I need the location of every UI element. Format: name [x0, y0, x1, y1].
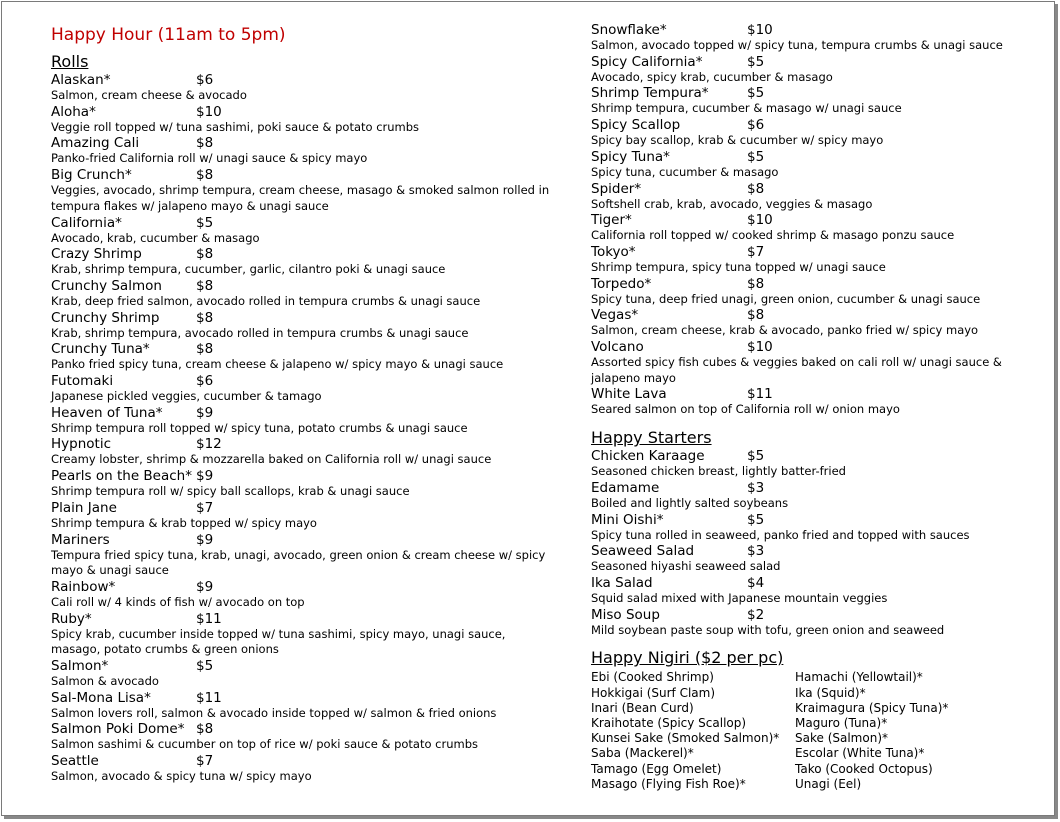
item-name: Chicken Karaage: [591, 448, 705, 465]
item-description: Krab, deep fried salmon, avocado rolled in tempura crumbs & unagi sauce: [51, 293, 481, 308]
nigiri-item: Hamachi (Yellowtail)*: [795, 670, 923, 685]
item-name: Aloha*: [51, 103, 96, 120]
item-header: [591, 276, 1031, 292]
item-description: Veggie roll topped w/ tuna sashimi, poki sauce & potato crumbs: [51, 119, 420, 134]
menu-item: [51, 690, 551, 722]
item-name: Sal-Mona Lisa*: [51, 689, 151, 706]
item-name: Spider*: [591, 180, 642, 197]
item-name: Hypnotic: [51, 436, 111, 453]
item-price: $7: [196, 753, 214, 770]
item-header: [51, 215, 551, 231]
menu-item: [591, 244, 1031, 276]
item-header: [591, 386, 1031, 402]
item-name: Futomaki: [51, 373, 114, 390]
item-description: Salmon sashimi & cucumber on top of rice w/ poki sauce & potato crumbs: [51, 737, 479, 752]
nigiri-item: Hokkigai (Surf Clam): [591, 685, 716, 700]
item-price: $5: [747, 448, 765, 465]
menu-item: [591, 149, 1031, 181]
item-description: Assorted spicy fish cubes & veggies baked on cali roll w/ unagi sauce & jalapeno mayo: [591, 355, 1002, 385]
item-description: Tempura fried spicy tuna, krab, unagi, avocado, green onion & cream cheese w/ spicy mayo & unagi sauce: [51, 547, 546, 578]
menu-item: [51, 405, 551, 437]
starters-list: [591, 448, 1031, 638]
item-price: $4: [747, 574, 765, 591]
item-header: [51, 72, 551, 88]
item-description: Seasoned hiyashi seaweed salad: [591, 559, 781, 574]
item-header: [591, 181, 1031, 197]
nigiri-item: Masago (Flying Fish Roe)*: [591, 776, 746, 791]
item-name: Spicy California*: [591, 53, 703, 70]
item-header: [51, 135, 551, 151]
item-price: $6: [196, 373, 214, 390]
nigiri-item: Maguro (Tuna)*: [795, 715, 888, 730]
item-name: Heaven of Tuna*: [51, 404, 163, 421]
menu-item: [591, 85, 1031, 117]
item-description: Salmon lovers roll, salmon & avocado inside topped w/ salmon & fried onions: [51, 705, 497, 720]
item-header: [51, 104, 551, 120]
nigiri-item: Tako (Cooked Octopus): [795, 761, 933, 776]
item-name: Crunchy Salmon: [51, 277, 162, 294]
item-description: Avocado, spicy krab, cucumber & masago: [591, 69, 833, 84]
item-description: Squid salad mixed with Japanese mountain veggies: [591, 590, 888, 605]
item-name: California*: [51, 214, 122, 231]
item-header: [51, 468, 551, 484]
rolls-heading: Rolls: [51, 52, 89, 71]
menu-item: [51, 500, 551, 532]
item-description: Softshell crab, krab, avocado, veggies & masago: [591, 196, 873, 211]
item-name: Seattle: [51, 753, 99, 770]
item-price: $8: [196, 341, 214, 358]
item-name: White Lava: [591, 386, 667, 403]
item-header: [51, 341, 551, 357]
item-header: [591, 149, 1031, 165]
item-name: Tiger*: [591, 212, 632, 229]
item-header: [591, 448, 1031, 464]
menu-item: [51, 658, 551, 690]
item-price: $8: [196, 721, 214, 738]
nigiri-item: Inari (Bean Curd): [591, 700, 694, 715]
item-price: $8: [747, 307, 765, 324]
nigiri-item: Kunsei Sake (Smoked Salmon)*: [591, 731, 780, 746]
item-description: Shrimp tempura & krab topped w/ spicy mayo: [51, 515, 317, 530]
item-name: Rainbow*: [51, 578, 116, 595]
item-description: Spicy tuna rolled in seaweed, panko fried and topped with sauces: [591, 527, 970, 542]
menu-item: [51, 278, 551, 310]
item-price: $5: [747, 85, 765, 102]
item-price: $10: [747, 22, 773, 38]
menu-item: [591, 448, 1031, 480]
item-description: Spicy tuna, cucumber & masago: [591, 164, 779, 179]
item-header: [51, 611, 551, 627]
item-header: [51, 373, 551, 389]
item-description: California roll topped w/ cooked shrimp & masago ponzu sauce: [591, 228, 955, 243]
item-description: Avocado, krab, cucumber & masago: [51, 230, 260, 245]
item-description: Salmon, cream cheese & avocado: [51, 88, 247, 102]
item-price: $11: [196, 689, 222, 706]
item-price: $5: [747, 148, 765, 165]
menu-item: [51, 373, 551, 405]
item-name: Salmon*: [51, 658, 109, 675]
nigiri-item: Kraihotate (Spicy Scallop): [591, 715, 747, 730]
menu-item: [591, 307, 1031, 339]
rolls-list-continued: [591, 22, 1031, 418]
item-price: $10: [747, 212, 773, 229]
item-header: [51, 721, 551, 737]
left-column: [51, 24, 551, 785]
item-description: Shrimp tempura, spicy tuna topped w/ unagi sauce: [591, 259, 886, 274]
menu-item: [51, 753, 551, 785]
menu-item: [591, 575, 1031, 607]
menu-item: [51, 135, 551, 167]
item-description: Shrimp tempura, cucumber & masago w/ unagi sauce: [591, 101, 902, 116]
nigiri-item: Tamago (Egg Omelet): [591, 761, 722, 776]
item-name: Torpedo*: [591, 275, 652, 292]
item-name: Ruby*: [51, 610, 92, 627]
menu-item: [591, 512, 1031, 544]
menu-page: [1, 1, 1055, 816]
item-name: Spicy Scallop: [591, 117, 681, 134]
item-description: Spicy tuna, deep fried unagi, green onion, cucumber & unagi sauce: [591, 291, 981, 306]
item-header: [51, 690, 551, 706]
page-title: Happy Hour (11am to 5pm): [51, 25, 286, 45]
item-price: $9: [196, 531, 214, 548]
item-name: Amazing Cali: [51, 135, 140, 152]
item-description: Panko fried spicy tuna, cream cheese & jalapeno w/ spicy mayo & unagi sauce: [51, 357, 504, 372]
menu-item: [51, 341, 551, 373]
item-price: $9: [196, 578, 214, 595]
item-header: [51, 500, 551, 516]
item-header: [51, 167, 551, 183]
item-price: $8: [747, 180, 765, 197]
menu-item: [51, 310, 551, 342]
item-description: Shrimp tempura roll topped w/ spicy tuna, potato crumbs & unagi sauce: [51, 420, 468, 435]
item-header: [591, 339, 1031, 355]
item-header: [51, 532, 551, 548]
menu-item: [591, 543, 1031, 575]
item-header: [591, 307, 1031, 323]
item-header: [591, 85, 1031, 101]
item-description: Seared salmon on top of California roll w/ onion mayo: [591, 402, 900, 417]
item-price: $10: [196, 103, 222, 120]
item-description: Japanese pickled veggies, cucumber & tamago: [51, 389, 322, 404]
item-name: Tokyo*: [591, 243, 636, 260]
menu-item: [51, 104, 551, 136]
item-price: $8: [196, 309, 214, 326]
item-price: $5: [747, 53, 765, 70]
menu-item: [591, 386, 1031, 418]
item-description: Veggies, avocado, shrimp tempura, cream cheese, masago & smoked salmon rolled in tempura flakes w/ jalapeno mayo & unagi sauce: [51, 183, 550, 213]
item-name: Big Crunch*: [51, 167, 132, 184]
nigiri-item: Kraimagura (Spicy Tuna)*: [795, 700, 949, 715]
item-description: Salmon, cream cheese, krab & avocado, panko fried w/ spicy mayo: [591, 323, 979, 338]
item-price: $8: [196, 167, 214, 184]
item-description: Spicy bay scallop, krab & cucumber w/ spicy mayo: [591, 133, 884, 148]
item-header: [591, 543, 1031, 559]
item-price: $8: [196, 135, 214, 152]
item-name: Mariners: [51, 531, 110, 548]
item-header: [51, 753, 551, 769]
item-price: $5: [196, 214, 214, 231]
item-header: [51, 278, 551, 294]
item-header: [591, 22, 1031, 38]
item-description: Salmon, avocado topped w/ spicy tuna, tempura crumbs & unagi sauce: [591, 38, 1003, 52]
item-name: Volcano: [591, 339, 644, 356]
item-name: Spicy Tuna*: [591, 148, 670, 165]
item-price: $5: [196, 658, 214, 675]
item-name: Snowflake*: [591, 22, 667, 38]
item-name: Crunchy Shrimp: [51, 309, 160, 326]
item-description: Creamy lobster, shrimp & mozzarella baked on California roll w/ unagi sauce: [51, 452, 492, 467]
item-name: Edamame: [591, 479, 660, 496]
item-header: [591, 607, 1031, 623]
item-price: $7: [196, 499, 214, 516]
menu-item: [591, 607, 1031, 639]
menu-item: [591, 181, 1031, 213]
nigiri-item: Escolar (White Tuna)*: [795, 746, 925, 761]
menu-item: [591, 480, 1031, 512]
nigiri-item: Ika (Squid)*: [795, 685, 866, 700]
menu-item: [51, 246, 551, 278]
item-description: Mild soybean paste soup with tofu, green onion and seaweed: [591, 622, 945, 637]
item-name: Crazy Shrimp: [51, 246, 142, 263]
item-name: Shrimp Tempura*: [591, 85, 709, 102]
item-name: Mini Oishi*: [591, 511, 664, 528]
item-header: [591, 244, 1031, 260]
item-header: [591, 212, 1031, 228]
item-header: [591, 480, 1031, 496]
item-price: $9: [196, 468, 214, 485]
item-header: [51, 579, 551, 595]
item-price: $9: [196, 404, 214, 421]
item-description: Salmon & avocado: [51, 674, 159, 689]
menu-item: [591, 339, 1031, 386]
nigiri-item: Sake (Salmon)*: [795, 731, 888, 746]
item-header: [51, 658, 551, 674]
item-header: [591, 575, 1031, 591]
item-header: [51, 310, 551, 326]
nigiri-item: Ebi (Cooked Shrimp): [591, 670, 714, 685]
menu-item: [51, 436, 551, 468]
item-header: [51, 436, 551, 452]
menu-item: [51, 167, 551, 214]
item-name: Vegas*: [591, 307, 639, 324]
item-header: [591, 512, 1031, 528]
item-header: [51, 246, 551, 262]
item-price: $8: [196, 246, 214, 263]
item-name: Ika Salad: [591, 574, 653, 591]
menu-item: [591, 212, 1031, 244]
menu-item: [51, 611, 551, 658]
menu-item: [591, 22, 1031, 54]
item-name: Pearls on the Beach*: [51, 468, 192, 485]
item-price: $11: [747, 386, 773, 403]
item-name: Salmon Poki Dome*: [51, 721, 185, 738]
menu-item: [51, 579, 551, 611]
menu-item: [51, 215, 551, 247]
nigiri-item: Saba (Mackerel)*: [591, 746, 694, 761]
right-column: [591, 22, 1031, 792]
item-description: Salmon, avocado & spicy tuna w/ spicy mayo: [51, 769, 312, 784]
rolls-list: [51, 72, 551, 785]
item-name: Alaskan*: [51, 72, 111, 88]
item-price: $6: [196, 72, 214, 88]
nigiri-grid: [591, 670, 1031, 792]
nigiri-heading: Happy Nigiri ($2 per pc): [591, 648, 784, 668]
nigiri-item: Unagi (Eel): [795, 776, 862, 791]
item-name: Crunchy Tuna*: [51, 341, 150, 358]
item-price: $8: [196, 277, 214, 294]
item-price: $11: [196, 610, 222, 627]
menu-item: [591, 276, 1031, 308]
item-header: [51, 405, 551, 421]
item-description: Cali roll w/ 4 kinds of fish w/ avocado on top: [51, 594, 305, 609]
item-name: Seaweed Salad: [591, 543, 695, 560]
menu-item: [51, 72, 551, 104]
item-name: Miso Soup: [591, 606, 660, 623]
item-description: Krab, shrimp tempura, avocado rolled in tempura crumbs & unagi sauce: [51, 325, 469, 340]
item-description: Krab, shrimp tempura, cucumber, garlic, cilantro poki & unagi sauce: [51, 262, 446, 277]
item-price: $8: [747, 275, 765, 292]
item-description: Panko-fried California roll w/ unagi sauce & spicy mayo: [51, 151, 368, 166]
starters-heading: Happy Starters: [591, 428, 712, 448]
item-price: $5: [747, 511, 765, 528]
item-description: Spicy krab, cucumber inside topped w/ tuna sashimi, spicy mayo, unagi sauce, masago, potato crumbs & green onions: [51, 626, 506, 657]
menu-item: [51, 721, 551, 753]
item-price: $3: [747, 479, 765, 496]
item-price: $2: [747, 606, 765, 623]
menu-item: [591, 54, 1031, 86]
item-description: Boiled and lightly salted soybeans: [591, 495, 789, 510]
item-price: $3: [747, 543, 765, 560]
item-price: $6: [747, 117, 765, 134]
menu-item: [51, 532, 551, 579]
item-price: $7: [747, 243, 765, 260]
menu-item: [51, 468, 551, 500]
item-header: [591, 54, 1031, 70]
item-price: $12: [196, 436, 222, 453]
item-header: [591, 117, 1031, 133]
item-description: Shrimp tempura roll w/ spicy ball scallops, krab & unagi sauce: [51, 484, 410, 499]
item-price: $10: [747, 339, 773, 356]
item-description: Seasoned chicken breast, lightly batter-fried: [591, 464, 846, 479]
item-name: Plain Jane: [51, 499, 117, 516]
menu-item: [591, 117, 1031, 149]
